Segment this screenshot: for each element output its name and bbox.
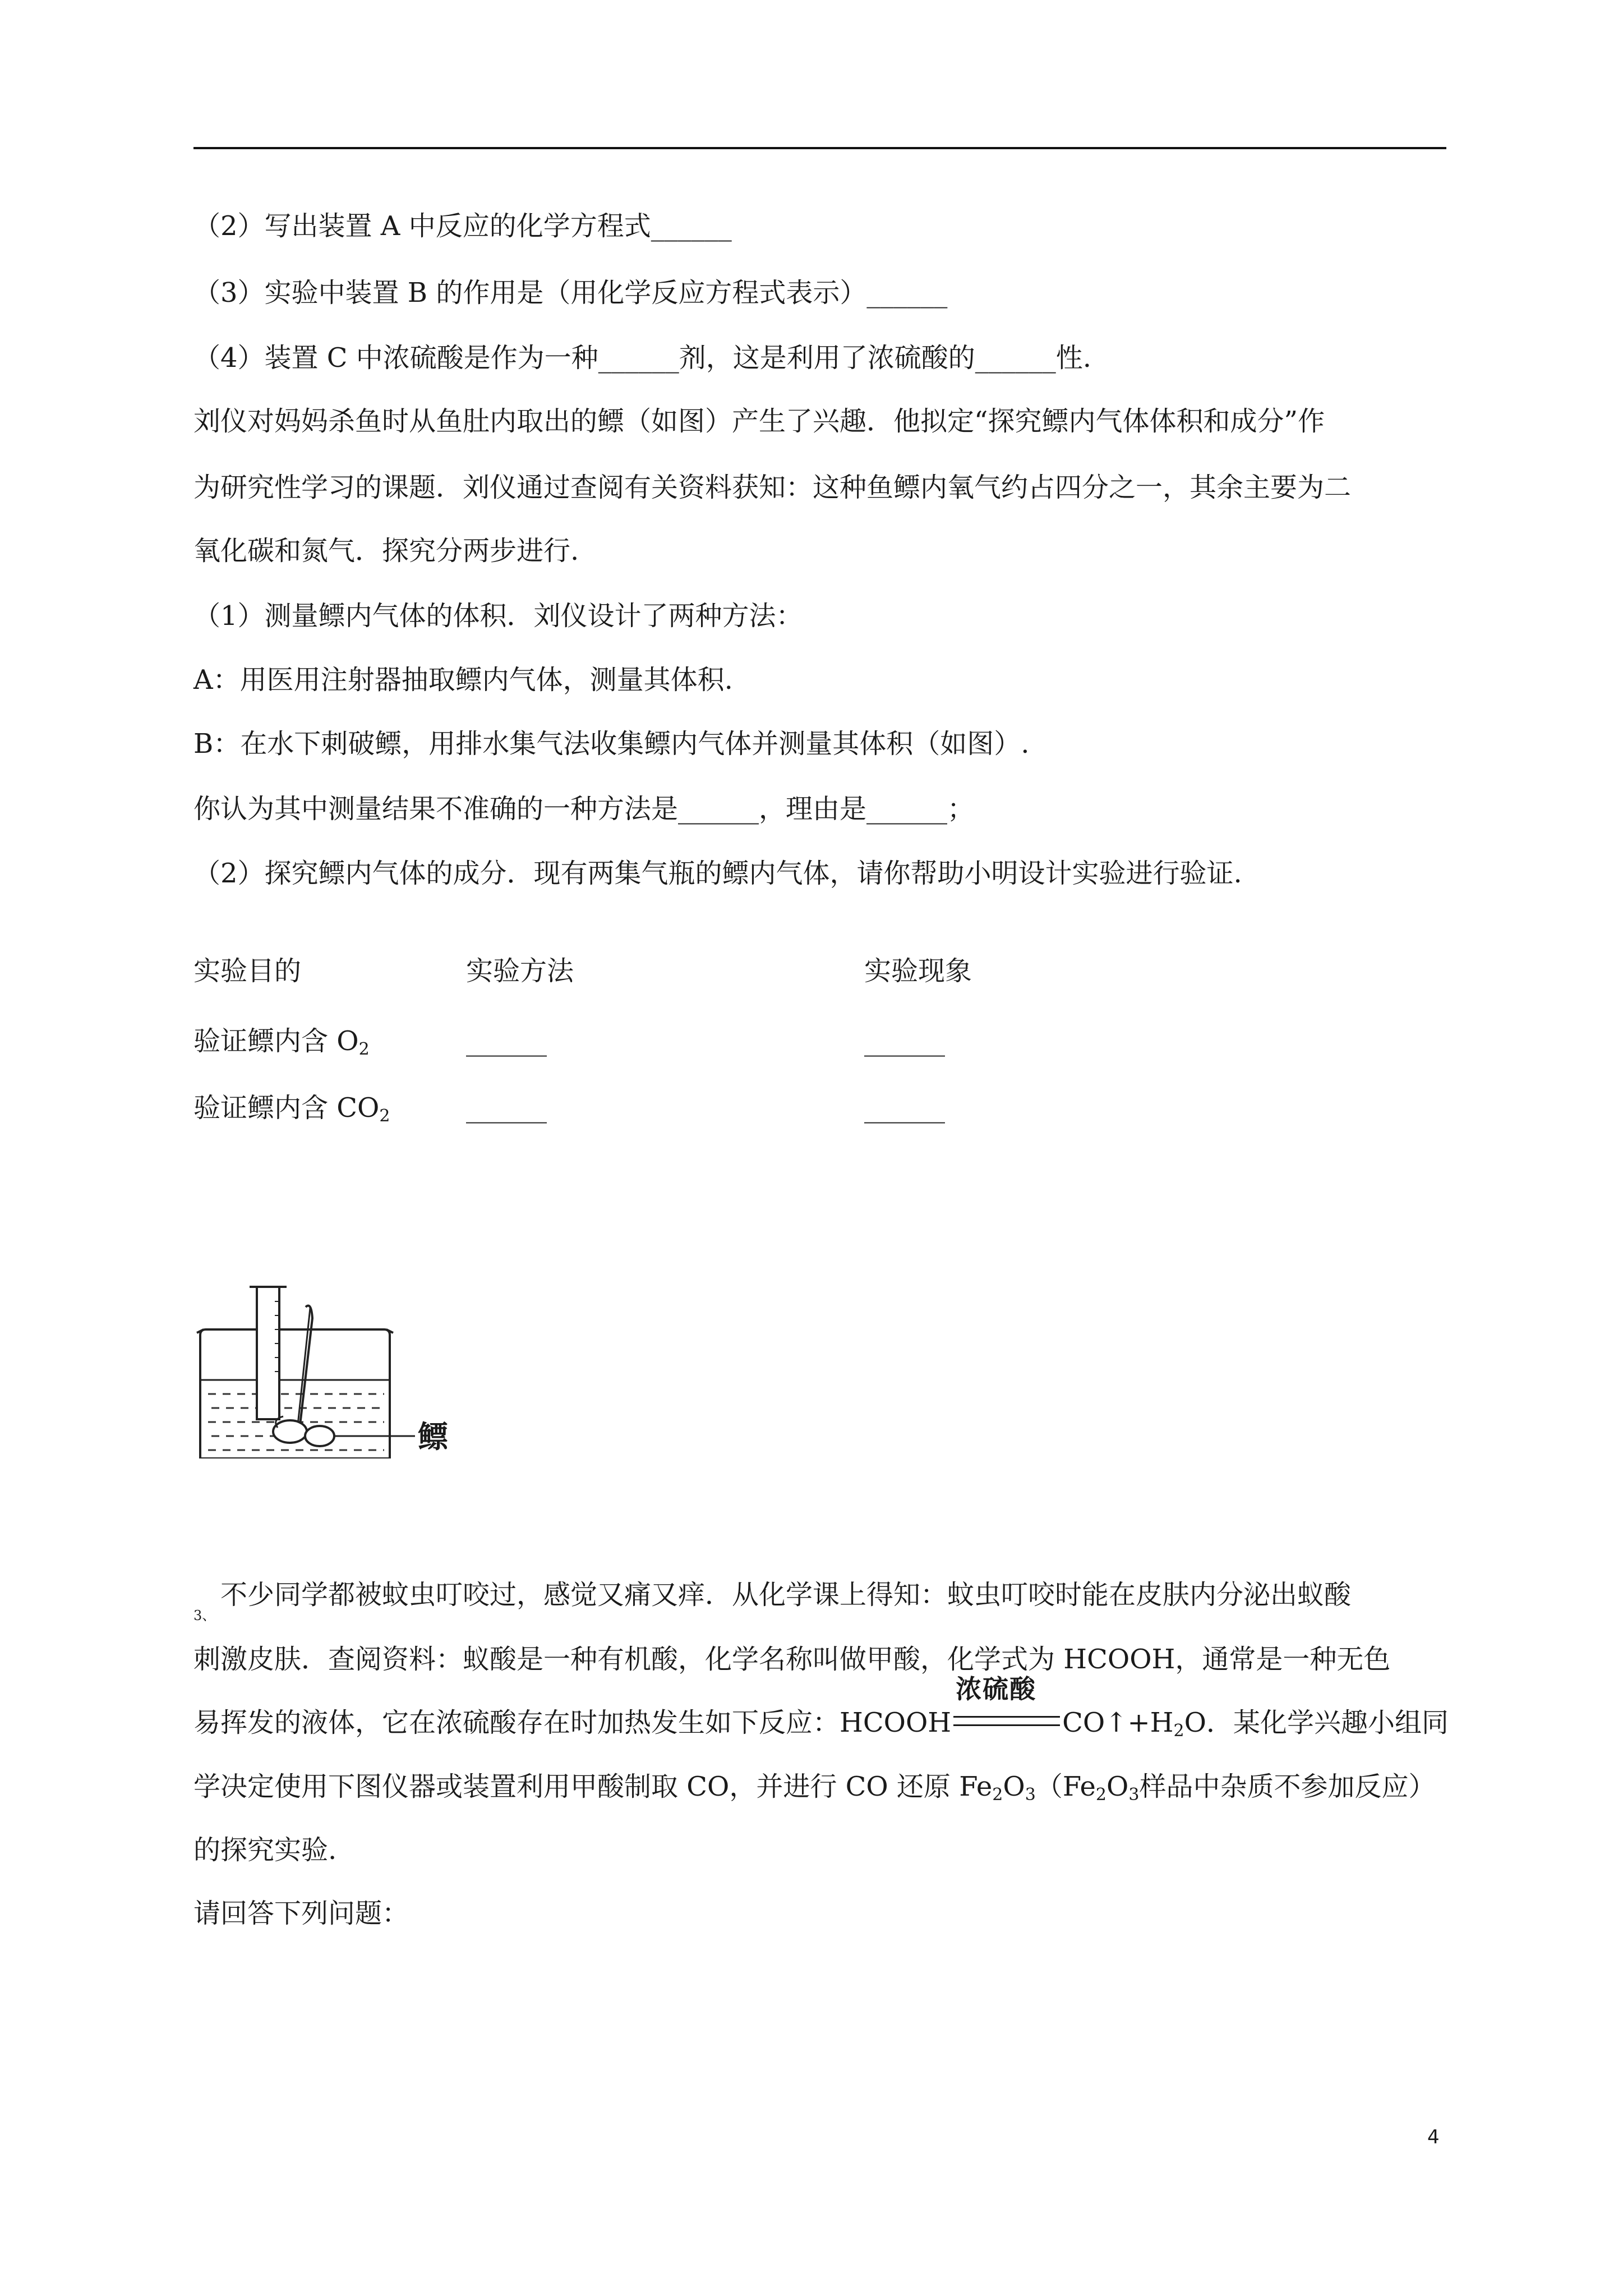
- paragraph-line: 为研究性学习的课题．刘仪通过查阅有关资料获知：这种鱼鳔内氧气约占四分之一，其余主要为二: [193, 472, 1352, 503]
- question-2-line: （2）写出装置 A 中反应的化学方程式______: [193, 210, 732, 242]
- paragraph-line: （1）测量鳔内气体的体积．刘仪设计了两种方法：: [193, 600, 803, 632]
- reaction-arrow: [951, 1674, 1062, 1740]
- question-4-line: （4）装置 C 中浓硫酸是作为一种______剂，这是利用了浓硫酸的______性.: [193, 342, 1092, 374]
- table-header-goal: 实验目的: [193, 955, 302, 987]
- table-header-method: 实验方法: [466, 955, 574, 987]
- table-row-o2-method: ______: [466, 1025, 547, 1057]
- q3-line: 刺激皮肤．查阅资料：蚁酸是一种有机酸，化学名称叫做甲酸，化学式为 HCOOH，通常是一种无色: [193, 1644, 1391, 1675]
- reaction-condition: 浓硫酸: [956, 1674, 1037, 1704]
- page-number: 4: [1427, 2126, 1440, 2148]
- q3-prompt: 请回答下列问题：: [193, 1898, 409, 1929]
- header-rule: [193, 147, 1446, 149]
- paragraph-line: 氧化碳和氮气．探究分两步进行.: [193, 535, 579, 567]
- table-row-co2-phenomenon: ______: [864, 1092, 945, 1124]
- beaker-illustration: [193, 1285, 463, 1458]
- question-3-line: （3）实验中装置 B 的作用是（用化学反应方程式表示）______: [193, 277, 948, 309]
- beaker-diagram: [193, 1285, 463, 1458]
- q3-line: 学决定使用下图仪器或装置利用甲酸制取 CO，并进行 CO 还原 $Fe_2O_3(Fe_2O_3$样品中杂质不参加反应）: [193, 1771, 1436, 1805]
- table-header-phenomenon: 实验现象: [864, 955, 972, 987]
- q3-line: 不少同学都被蚊虫叮咬过，感觉又痛又痒．从化学课上得知：蚊虫叮咬时能在皮肤内分泌出蚁酸: [220, 1579, 1352, 1611]
- method-b-line: B：在水下刺破鳔，用排水集气法收集鳔内气体并测量其体积（如图）.: [193, 728, 1030, 760]
- paragraph-line: 你认为其中测量结果不准确的一种方法是______，理由是______；: [193, 793, 975, 825]
- method-a-line: A：用医用注射器抽取鳔内气体，测量其体积.: [193, 664, 733, 696]
- question-number: 3、: [193, 1608, 216, 1623]
- table-row-o2-phenomenon: ______: [864, 1025, 945, 1057]
- table-row-co2-method: ______: [466, 1092, 547, 1124]
- paragraph-line: （2）探究鳔内气体的成分．现有两集气瓶的鳔内气体，请你帮助小明设计实验进行验证.: [193, 858, 1242, 889]
- q3-equation-line: 易挥发的液体，它在浓硫酸存在时加热发生如下反应：HCOOH 浓硫酸 $CO↑+H_2O$．某化学兴趣小组同: [193, 1706, 1449, 1740]
- paragraph-line: 刘仪对妈妈杀鱼时从鱼肚内取出的鳔（如图）产生了兴趣．他拟定“探究鳔内气体体积和成分”作: [193, 406, 1325, 437]
- q3-line: 的探究实验.: [193, 1834, 337, 1866]
- table-row-o2-goal: 验证鳔内含 $O_2$: [193, 1025, 370, 1059]
- table-row-co2-goal: 验证鳔内含 $CO_2$: [193, 1092, 390, 1126]
- bladder-label: 鳔: [418, 1419, 448, 1455]
